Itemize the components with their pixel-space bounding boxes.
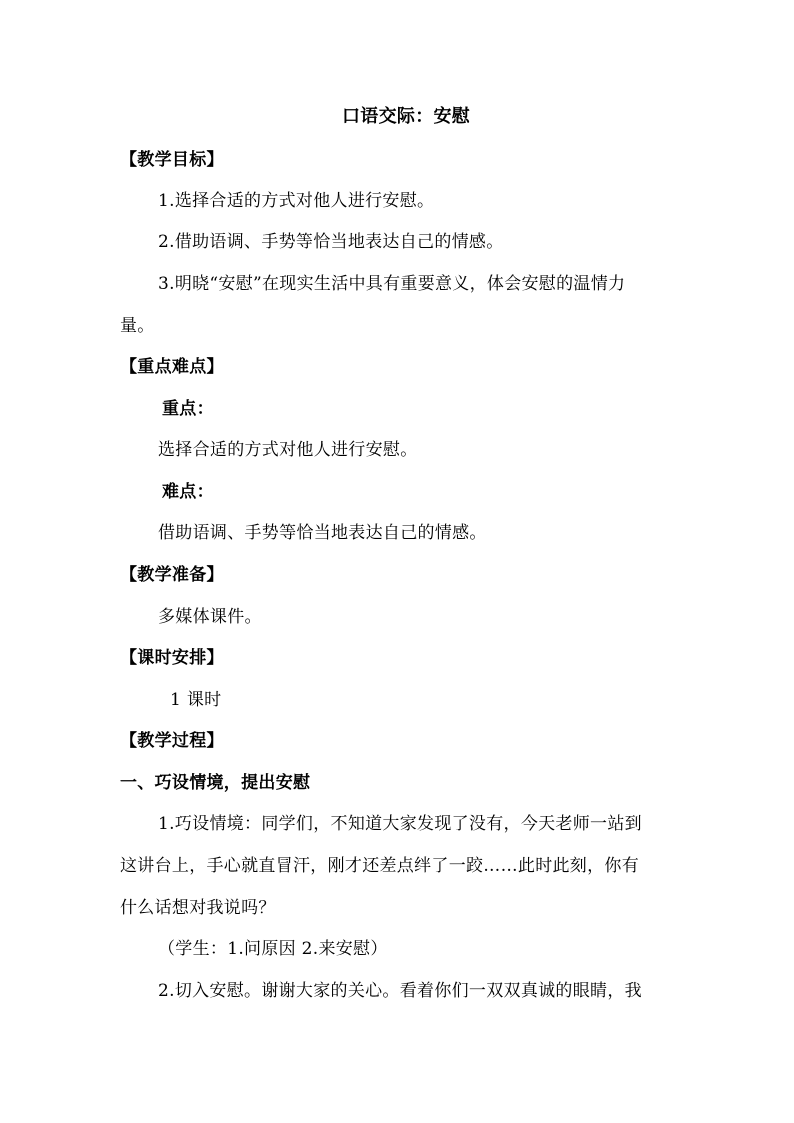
process-heading: 【教学过程】 — [120, 731, 224, 751]
key-points-heading: 【重点难点】 — [120, 357, 224, 377]
objective-item-1: 1.选择合适的方式对他人进行安慰。 — [158, 191, 435, 211]
page-title: 口语交际：安慰 — [342, 106, 471, 127]
section-1-title: 一、巧设情境，提出安慰 — [120, 773, 311, 793]
preparation-heading: 【教学准备】 — [120, 565, 224, 585]
schedule-heading: 【课时安排】 — [120, 648, 224, 668]
difficulty-text: 借助语调、手势等恰当地表达自己的情感。 — [158, 523, 487, 543]
key-point-label: 重点： — [162, 399, 214, 419]
objectives-heading: 【教学目标】 — [120, 150, 224, 170]
step-1-line-3: 什么话想对我说吗？ — [120, 898, 276, 918]
difficulty-label: 难点： — [162, 482, 214, 502]
objective-item-2: 2.借助语调、手势等恰当地表达自己的情感。 — [158, 232, 504, 252]
key-point-text: 选择合适的方式对他人进行安慰。 — [158, 440, 418, 460]
objective-item-3-line-2: 量。 — [120, 316, 155, 336]
schedule-text: 1 课时 — [170, 690, 222, 710]
student-reply: （学生：1.问原因 2.来安慰） — [158, 939, 388, 959]
step-1-line-1: 1.巧设情境：同学们，不知道大家发现了没有，今天老师一站到 — [158, 814, 642, 834]
objective-item-3-line-1: 3.明晓“安慰”在现实生活中具有重要意义，体会安慰的温情力 — [158, 274, 626, 294]
step-1-line-2: 这讲台上，手心就直冒汗，刚才还差点绊了一跤……此时此刻，你有 — [120, 856, 639, 876]
step-2-line-1: 2.切入安慰。谢谢大家的关心。看着你们一双双真诚的眼睛，我 — [158, 981, 642, 1001]
preparation-text: 多媒体课件。 — [158, 607, 262, 627]
